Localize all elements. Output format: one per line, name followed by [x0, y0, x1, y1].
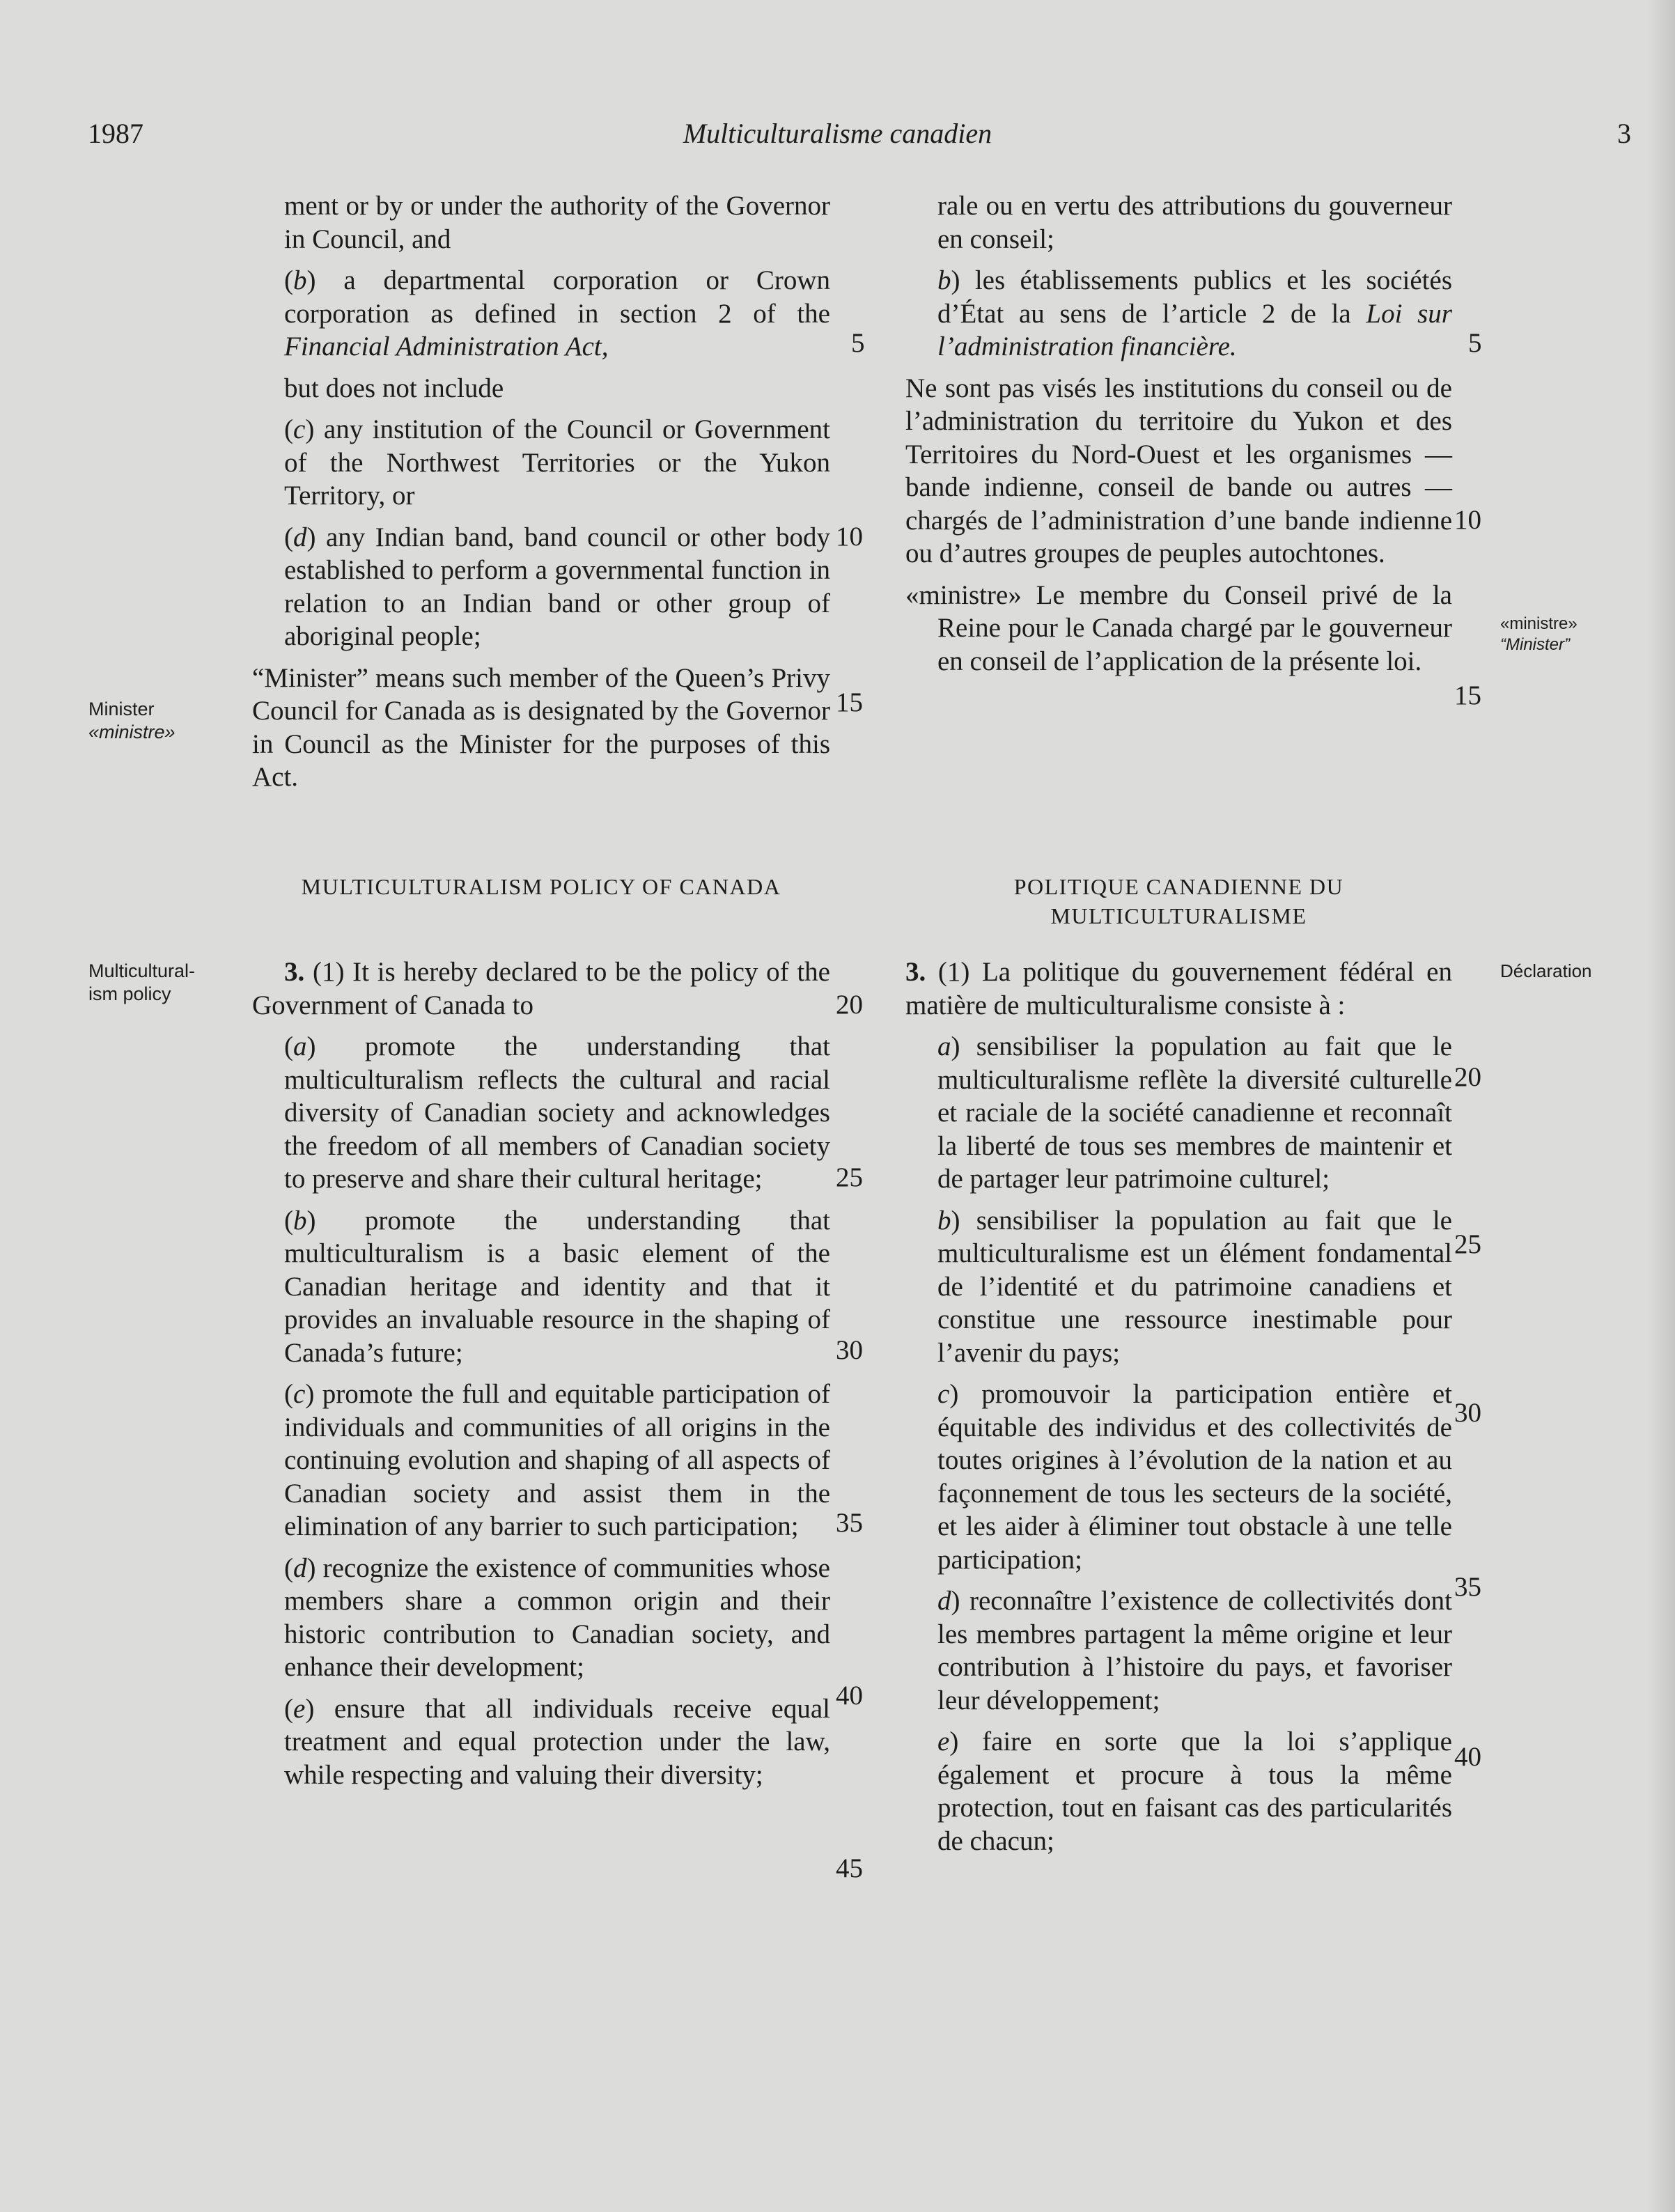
- line-number: 5: [1468, 328, 1482, 358]
- line-number: 30: [836, 1335, 863, 1365]
- line-number: 30: [1454, 1398, 1481, 1428]
- fr-paragraph-b: b) les établissements publics et les sociétés d’État au sens de l’article 2 de la Loi sur l’administration financière.: [937, 265, 1452, 361]
- english-heading-box: [252, 872, 830, 901]
- en-paragraph-continuation: ment or by or under the authority of the Governor in Council, and: [284, 191, 830, 254]
- page-number: 3: [1617, 118, 1631, 149]
- french-column-top: [905, 189, 1452, 678]
- en-section-heading: MULTICULTURALISM POLICY OF CANADA: [301, 874, 781, 899]
- line-number: 35: [836, 1508, 863, 1538]
- en-item-d: (d) recognize the existence of communities whose members share a common origin and their historic contribution to Canadian society, and enhance their development;: [284, 1552, 830, 1682]
- margin-note-policy-line-1: Multicultural-: [88, 960, 196, 981]
- fr-item-c: c) promouvoir la participation entière et équitable des individus et des collectivités de toutes origines à l’évolution de la nation et au façonnement de tous les secteurs de la société, et les aider à éliminer tout obstacle à une telle participation;: [937, 1379, 1452, 1575]
- fr-item-b: b) sensibiliser la population au fait que le multiculturalisme est un élément fondamental de l’identité et du patrimoine canadiens et constitue une ressource inestimable pour l’avenir du pays;: [937, 1205, 1452, 1368]
- en-paragraph-c: (c) any institution of the Council or Government of the Northwest Territories or the Yukon Territory, or: [284, 414, 830, 511]
- margin-note-policy-line-2: ism policy: [88, 983, 171, 1004]
- fr-item-e: e) faire en sorte que la loi s’applique également et procure à tous la même protection, tout en faisant cas des particularités de chacun;: [937, 1727, 1452, 1856]
- english-column-top: [252, 189, 830, 794]
- line-number: 35: [1454, 1572, 1481, 1602]
- margin-note-minister-en-fr-term: «ministre»: [88, 722, 176, 742]
- line-number: 40: [836, 1681, 863, 1711]
- en-paragraph-exclusion: but does not include: [284, 373, 504, 403]
- english-column-bottom: [252, 956, 830, 1791]
- french-heading-box: [905, 872, 1452, 930]
- line-number: 20: [1454, 1062, 1481, 1092]
- line-number: 20: [836, 990, 863, 1020]
- header-title: Multiculturalisme canadien: [683, 118, 992, 149]
- en-paragraph-d: (d) any Indian band, band council or other body established to perform a governmental function in relation to an Indian band or other group of aboriginal people;: [284, 522, 830, 651]
- fr-section-heading: POLITIQUE CANADIENNE DU MULTICULTURALISME: [1013, 874, 1344, 928]
- en-item-a: (a) promote the understanding that multiculturalism reflects the cultural and racial diversity of Canadian society and acknowledges the freedom of all members of Canadian society to preserve and share their cultural heritage;: [284, 1031, 830, 1194]
- fr-item-a: a) sensibiliser la population au fait que le multiculturalisme reflète la diversité culturelle et raciale de la société canadienne et reconnaît la liberté de tous ses membres de maintenir et de partager leur patrimoine culturel;: [937, 1031, 1452, 1194]
- fr-paragraph-continuation: rale ou en vertu des attributions du gouverneur en conseil;: [937, 191, 1452, 254]
- fr-item-d: d) reconnaître l’existence de collectivités dont les membres partagent la même origine et leur contribution à l’histoire du pays, et favoriser leur développement;: [937, 1586, 1452, 1715]
- margin-note-minister-en-term: Minister: [88, 699, 155, 719]
- en-item-b: (b) promote the understanding that multiculturalism is a basic element of the Canadian heritage and identity and that it provides an invaluable resource in the shaping of Canada’s future;: [284, 1205, 830, 1368]
- line-number: 5: [851, 328, 865, 358]
- line-number: 15: [836, 687, 863, 717]
- line-number: 25: [1454, 1229, 1481, 1259]
- line-number: 45: [836, 1853, 863, 1883]
- en-item-e: (e) ensure that all individuals receive equal treatment and equal protection under the law, while respecting and valuing their diversity;: [284, 1693, 830, 1790]
- fr-section-3-1: 3. (1) La politique du gouvernement fédéral en matière de multiculturalisme consiste à :: [905, 957, 1452, 1020]
- page-edge-shadow: [1647, 0, 1675, 2212]
- en-item-c: (c) promote the full and equitable participation of individuals and communities of all origins in the continuing evolution and shaping of all aspects of Canadian society and assist them in the elimination of any barrier to such participation;: [284, 1379, 830, 1541]
- line-number: 25: [836, 1162, 863, 1192]
- en-paragraph-b: (b) a departmental corporation or Crown corporation as defined in section 2 of the Financial Administration Act,: [284, 265, 830, 361]
- margin-note-ministre-fr-term: «ministre»: [1500, 614, 1577, 633]
- en-definition-minister: “Minister” means such member of the Queen’s Privy Council for Canada as is designated by the Governor in Council as the Minister for the purposes of this Act.: [252, 662, 830, 792]
- margin-note-policy-en: [88, 960, 195, 1006]
- line-number: 10: [1454, 505, 1481, 535]
- line-number: 10: [836, 522, 863, 552]
- fr-paragraph-exclusion: Ne sont pas visés les institutions du conseil ou de l’administration du territoire du Yukon et des Territoires du Nord-Ouest et les organismes — bande indienne, conseil de bande ou autres — chargés de l’administration d’une bande indienne ou d’autres groupes de peuples autochtones.: [905, 373, 1452, 568]
- en-section-3-1: 3. (1) It is hereby declared to be the policy of the Government of Canada to: [252, 957, 830, 1020]
- line-number: 15: [1454, 680, 1481, 710]
- header-year: 1987: [88, 118, 143, 149]
- french-column-bottom: [905, 956, 1452, 1857]
- margin-note-ministre-fr-en-term: “Minister”: [1500, 635, 1570, 654]
- line-number: 40: [1454, 1742, 1481, 1772]
- margin-note-declaration: Déclaration: [1500, 960, 1592, 981]
- margin-note-ministre-fr: [1500, 614, 1577, 655]
- fr-definition-ministre: «ministre» Le membre du Conseil privé de la Reine pour le Canada chargé par le gouverneur en conseil de l’application de la présente loi.: [905, 579, 1452, 676]
- margin-note-minister-en: [88, 698, 176, 744]
